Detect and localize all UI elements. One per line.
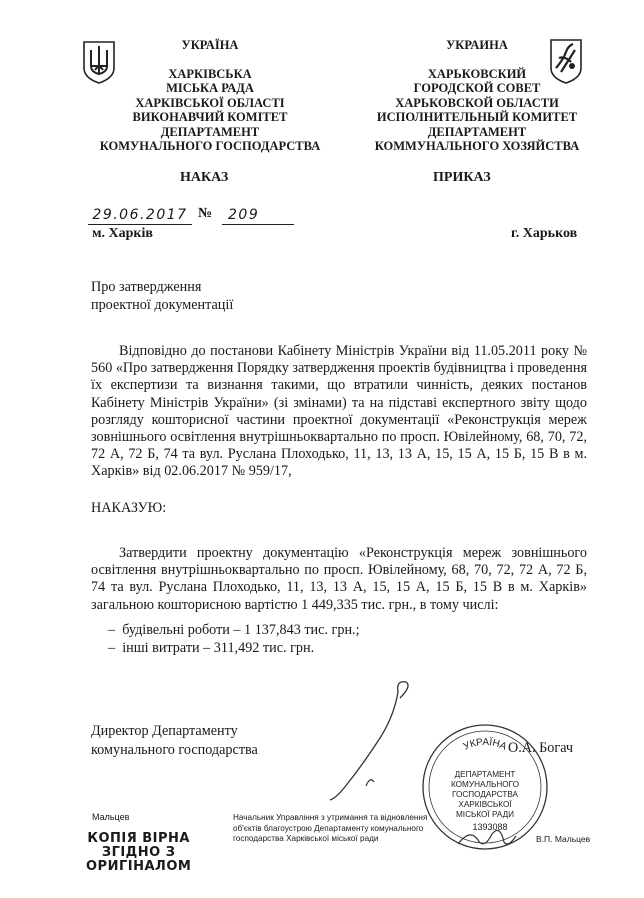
signature-position xyxy=(91,722,258,760)
copy-stamp-line: КОПІЯ ВІРНА xyxy=(87,831,190,846)
city-ukr: м. Харків xyxy=(92,226,153,241)
header-left-line: ДЕПАРТАМЕНТ xyxy=(160,124,260,139)
signature-position-line: Директор Департаменту xyxy=(91,723,238,739)
stamp-line: ХАРКІВСЬКОЇ xyxy=(458,800,512,809)
order-number: 209 xyxy=(228,207,260,223)
stamp-line: МІСЬКОЇ РАДИ xyxy=(455,810,515,819)
certifier-block xyxy=(233,813,427,845)
stamp-ring-text: УКРАЇНА xyxy=(461,736,509,753)
header-right-line: ГОРОДСКОЙ СОВЕТ xyxy=(413,81,541,95)
header-left-line: ХАРКІВСЬКА xyxy=(168,66,252,81)
header-left xyxy=(85,38,335,154)
doc-type-rus: ПРИКАЗ xyxy=(433,170,491,185)
stamp-line: ГОСПОДАРСТВА xyxy=(452,790,518,799)
order-number-label: № xyxy=(198,206,213,221)
order-word: НАКАЗУЮ: xyxy=(91,500,167,516)
signature-position-line: комунального господарства xyxy=(91,742,258,758)
preamble-paragraph: Відповідно до постанови Кабінету Міністрів України від 11.05.2011 року № 560 «Про затвердження Порядку затвердження проектів будівництва і проведення їх експертизи та визнання такими, що втратили чинність, деяких постанов Кабінету Міністрів України» (зі змінами) та на підставі експертного звіту щодо розгляду кошторисної частини проектної документації «Реконструкція мереж зовнішнього освітлення внутрішньоквартально по просп. Ювілейному, 68, 70, 72, 72 А, 72 Б, 74 та вул. Руслана Плоходько, 11, 13, 13 А, 15, 15 А, 15 Б, 15 В в м. Харків» від 02.06.2017 № 959/17, xyxy=(91,343,587,480)
subject-line: Про затвердження xyxy=(91,279,202,295)
list-item: – інші витрати – 311,492 тис. грн. xyxy=(108,640,315,656)
certifier-line: об'єктів благоустрою Департаменту комунального xyxy=(233,823,424,833)
list-item: – будівельні роботи – 1 137,843 тис. грн.; xyxy=(108,622,360,638)
header-right-line: ХАРЬКОВСКИЙ xyxy=(427,66,527,81)
header-right-line: КОММУНАЛЬНОГО ХОЗЯЙСТВА xyxy=(374,139,580,153)
doc-type-ukr: НАКАЗ xyxy=(180,170,229,185)
subject xyxy=(91,278,233,314)
handwritten-signature xyxy=(300,676,430,806)
header-left-line: КОМУНАЛЬНОГО ГОСПОДАРСТВА xyxy=(99,139,321,153)
copy-certification-stamp xyxy=(86,832,191,874)
stamp-code: 1393088 xyxy=(472,822,508,832)
header-right-line: ДЕПАРТАМЕНТ xyxy=(427,124,527,139)
stamp-line: КОМУНАЛЬНОГО xyxy=(451,780,519,789)
certifier-name: В.П. Мальцев xyxy=(536,834,591,844)
header-left-line: МІСЬКА РАДА xyxy=(166,81,254,95)
city-rus: г. Харьков xyxy=(511,226,578,241)
header-left-line: ВИКОНАВЧИЙ КОМІТЕТ xyxy=(132,110,288,124)
header-right-line: ИСПОЛНИТЕЛЬНЫЙ КОМИТЕТ xyxy=(376,110,578,124)
order-date-field xyxy=(88,206,192,225)
header-right-country: УКРАИНА xyxy=(446,38,508,52)
certifier-line: Начальник Управління з утримання та відновлення xyxy=(233,813,428,822)
header-right-line: ХАРЬКОВСКОЙ ОБЛАСТИ xyxy=(395,95,559,110)
certifier-line: господарства Харківської міської ради xyxy=(233,834,379,843)
stamp-line: ДЕПАРТАМЕНТ xyxy=(454,770,516,779)
header-left-country: УКРАЇНА xyxy=(181,38,239,52)
executor-name: Мальцев xyxy=(92,812,130,822)
official-stamp xyxy=(418,720,552,854)
subject-line: проектної документації xyxy=(91,297,234,313)
cost-items-list xyxy=(108,621,360,657)
copy-stamp-line: ЗГІДНО З xyxy=(101,845,176,860)
header-left-line: ХАРКІВСЬКОЇ ОБЛАСТІ xyxy=(135,95,285,110)
order-date: 29.06.2017 xyxy=(92,207,188,223)
directive-paragraph: Затвердити проектну документацію «Реконструкція мереж зовнішнього освітлення внутрішньоквартально по просп. Ювілейному, 68, 70, 72, 72 А, 72 Б, 74 та вул. Руслана Плоходько, 11, 13, 13 А, 15, 15 А, 15 Б, 15 В в м. Харків» загальною кошторисною вартістю 1 449,335 тис. грн., в тому числі: xyxy=(91,545,587,613)
header-right xyxy=(352,38,602,154)
signature-name: О.А. Богач xyxy=(508,740,574,756)
order-number-field xyxy=(222,206,294,225)
copy-stamp-line: ОРИГІНАЛОМ xyxy=(86,859,192,874)
